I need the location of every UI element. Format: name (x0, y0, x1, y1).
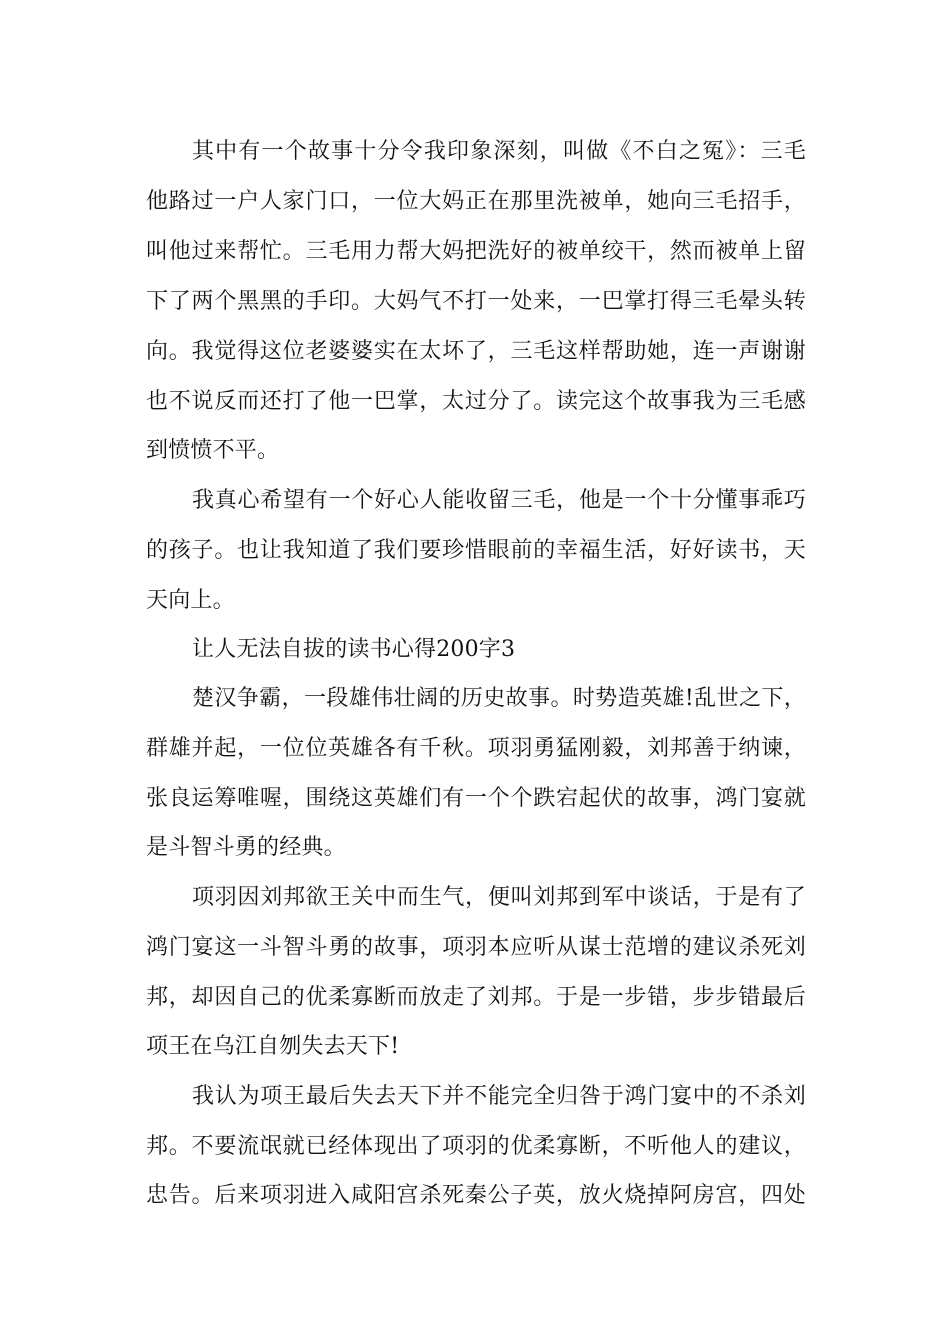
paragraph-line: 叫他过来帮忙。三毛用力帮大妈把洗好的被单绞干，然而被单上留 (146, 239, 806, 264)
paragraph-line: 其中有一个故事十分令我印象深刻，叫做《不白之冤》：三毛 (192, 139, 806, 164)
paragraph-line: 向。我觉得这位老婆婆实在太坏了，三毛这样帮助她，连一声谢谢 (146, 339, 806, 364)
paragraph-line: 我认为项王最后失去天下并不能完全归咎于鸿门宴中的不杀刘 (192, 1084, 806, 1109)
paragraph-line: 张良运筹唯喔，围绕这英雄们有一个个跌宕起伏的故事，鸿门宴就 (146, 786, 806, 811)
paragraph-line: 我真心希望有一个好心人能收留三毛，他是一个十分懂事乖巧 (192, 488, 806, 513)
paragraph-line: 的孩子。也让我知道了我们要珍惜眼前的幸福生活，好好读书，天 (146, 538, 806, 563)
paragraph-line: 楚汉争霸，一段雄伟壮阔的历史故事。时势造英雄!乱世之下， (192, 686, 806, 711)
paragraph-line: 项王在乌江自刎失去天下! (146, 1034, 400, 1059)
paragraph-line: 也不说反而还打了他一巴掌，太过分了。读完这个故事我为三毛感 (146, 389, 806, 414)
paragraph-line: 下了两个黑黑的手印。大妈气不打一处来，一巴掌打得三毛晕头转 (146, 289, 806, 314)
paragraph-line: 项羽因刘邦欲王关中而生气，便叫刘邦到军中谈话，于是有了 (192, 885, 806, 910)
paragraph-line: 邦。不要流氓就已经体现出了项羽的优柔寡断，不听他人的建议， (146, 1134, 806, 1159)
paragraph-line: 忠告。后来项羽进入咸阳宫杀死秦公子英，放火烧掉阿房宫，四处 (146, 1183, 806, 1208)
section-heading: 让人无法自拔的读书心得200字3 (192, 637, 516, 662)
paragraph-line: 鸿门宴这一斗智斗勇的故事，项羽本应听从谋士范增的建议杀死刘 (146, 935, 806, 960)
paragraph-line: 群雄并起，一位位英雄各有千秋。项羽勇猛刚毅，刘邦善于纳谏， (146, 736, 806, 761)
paragraph-line: 他路过一户人家门口，一位大妈正在那里洗被单，她向三毛招手， (146, 189, 806, 214)
paragraph-line: 邦，却因自己的优柔寡断而放走了刘邦。于是一步错，步步错最后 (146, 985, 806, 1010)
paragraph-line: 到愤愤不平。 (146, 438, 280, 463)
paragraph-line: 是斗智斗勇的经典。 (146, 835, 346, 860)
paragraph-line: 天向上。 (146, 588, 235, 613)
